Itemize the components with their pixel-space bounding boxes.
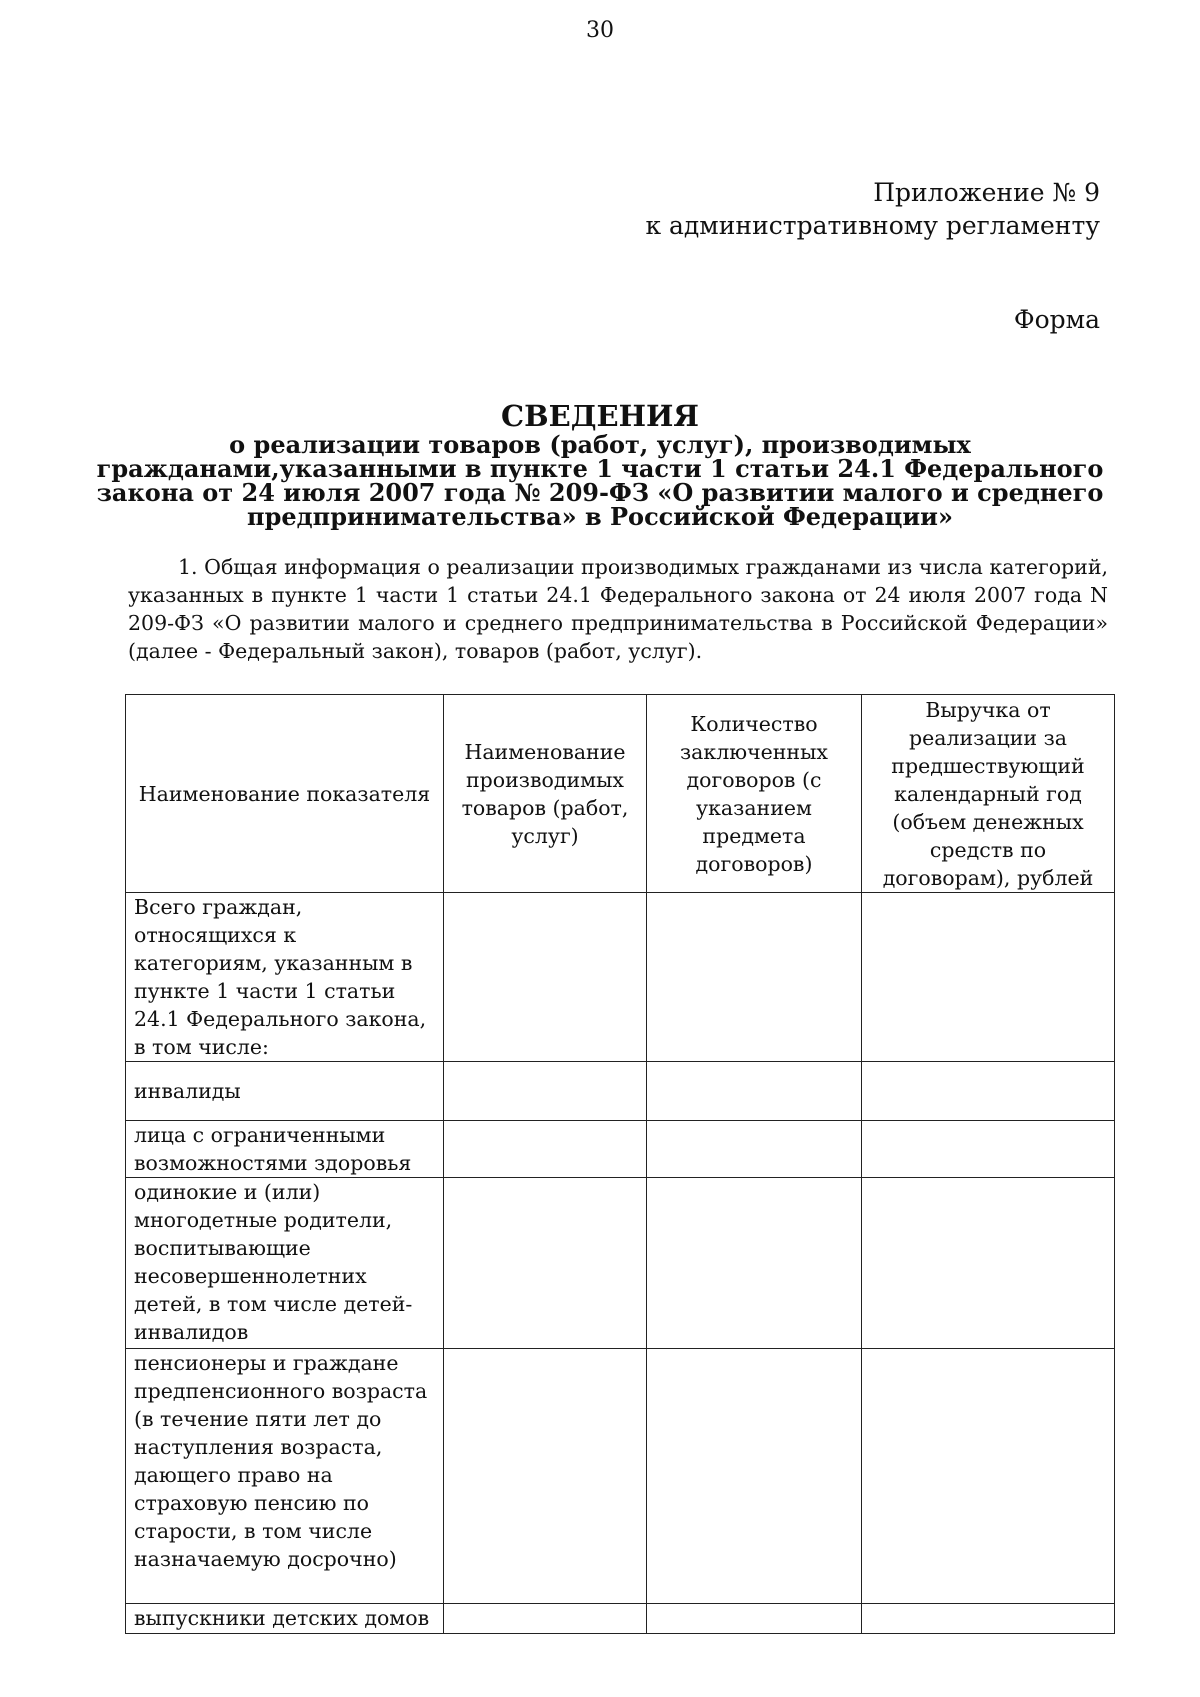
table-row (126, 1349, 1115, 1604)
row-label: инвалиды (126, 1062, 444, 1121)
row-label: одинокие и (или) многодетные родители, воспитывающие несовершеннолетних детей, в том числе детей-инвалидов (126, 1178, 444, 1349)
table-row (126, 1121, 1115, 1178)
input-cell[interactable] (647, 1349, 862, 1604)
header-contracts: Количество заключенных договоров (с указанием предмета договоров) (647, 695, 862, 893)
input-cell[interactable] (862, 1178, 1115, 1349)
header-goods: Наименование производимых товаров (работ, услуг) (444, 695, 647, 893)
input-cell[interactable] (647, 1604, 862, 1634)
form-label: Форма (1013, 305, 1100, 334)
input-cell[interactable] (862, 1121, 1115, 1178)
input-cell[interactable] (444, 893, 647, 1062)
input-cell[interactable] (647, 1121, 862, 1178)
input-cell[interactable] (444, 1121, 647, 1178)
title-line: предпринимательства» в Российской Федерации» (247, 502, 953, 531)
title-line: о реализации товаров (работ, услуг), производимых (229, 430, 971, 459)
intro-paragraph-text: 1. Общая информация о реализации производимых гражданами из числа категорий, указанных в пункте 1 части 1 статьи 24.1 Федерального закона от 24 июля 2007 года N 209-ФЗ «О развитии малого и среднего предпринимательства в Российской Федерации» (далее - Федеральный закон), товаров (работ, услуг). (128, 555, 1108, 663)
table-row (126, 1178, 1115, 1349)
input-cell[interactable] (647, 1062, 862, 1121)
input-cell[interactable] (444, 1178, 647, 1349)
title-line: закона от 24 июля 2007 года № 209-ФЗ «О развитии малого и среднего (96, 478, 1104, 507)
appendix-line-2: к административному регламенту (645, 211, 1100, 240)
title-line: гражданами,указанными в пункте 1 части 1 статьи 24.1 Федерального (96, 454, 1104, 483)
table-row (126, 893, 1115, 1062)
input-cell[interactable] (862, 1062, 1115, 1121)
input-cell[interactable] (862, 893, 1115, 1062)
appendix-line-1: Приложение № 9 (873, 178, 1100, 207)
appendix-note (645, 176, 1100, 242)
input-cell[interactable] (444, 1604, 647, 1634)
title-heading: СВЕДЕНИЯ (501, 399, 699, 433)
header-indicator: Наименование показателя (126, 695, 444, 893)
header-revenue: Выручка от реализации за предшествующий календарный год (объем денежных средств по договорам), рублей (862, 695, 1115, 893)
input-cell[interactable] (647, 893, 862, 1062)
table-header-row (126, 695, 1115, 893)
input-cell[interactable] (647, 1178, 862, 1349)
document-title (0, 400, 1200, 529)
row-label: выпускники детских домов (126, 1604, 444, 1634)
row-label: пенсионеры и граждане предпенсионного возраста (в течение пяти лет до наступления возраста, дающего право на страховую пенсию по старости, в том числе назначаемую досрочно) (126, 1349, 444, 1604)
table-row (126, 1062, 1115, 1121)
report-table (125, 694, 1115, 1634)
row-label: Всего граждан, относящихся к категориям, указанным в пункте 1 части 1 статьи 24.1 Федерального закона, в том числе: (126, 893, 444, 1062)
input-cell[interactable] (862, 1604, 1115, 1634)
intro-paragraph (128, 553, 1108, 665)
input-cell[interactable] (444, 1062, 647, 1121)
row-label: лица с ограниченными возможностями здоровья (126, 1121, 444, 1178)
input-cell[interactable] (862, 1349, 1115, 1604)
table-row (126, 1604, 1115, 1634)
input-cell[interactable] (444, 1349, 647, 1604)
page-number: 30 (586, 18, 614, 43)
